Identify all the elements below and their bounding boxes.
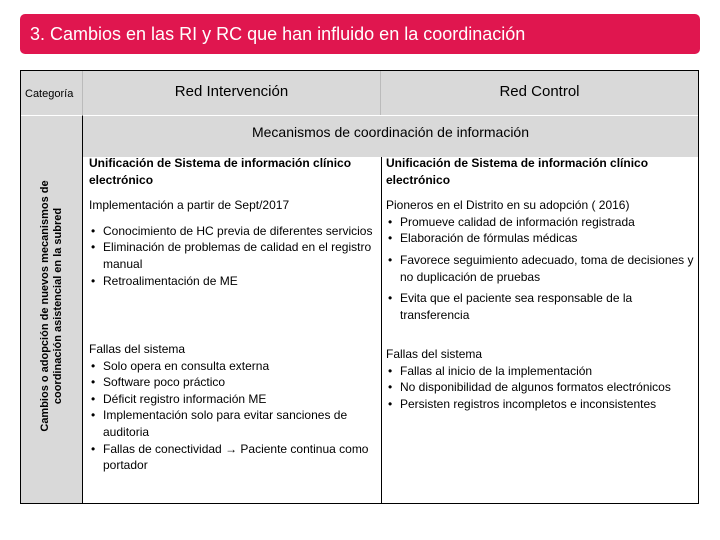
list-item: • Fallas de conectividad → Paciente continua como portador: [89, 441, 373, 474]
rc-date: Pioneros en el Distrito en su adopción ( 2016): [386, 198, 630, 213]
header-red-control: [381, 71, 698, 115]
category-label-line1: Cambios o adopción de nuevos mecanismos de: [39, 180, 51, 432]
header-red-intervencion: [83, 71, 381, 115]
list-item: • Favorece seguimiento adecuado, toma de decisiones y no duplicación de pruebas: [386, 252, 696, 285]
header-rc-label: Red Control: [499, 83, 580, 100]
list-item: • No disponibilidad de algunos formatos electrónicos: [386, 379, 696, 396]
list-item: • Implementación solo para evitar sanciones de auditoria: [89, 407, 373, 440]
list-item: • Evita que el paciente sea responsable de la transferencia: [386, 290, 696, 323]
column-divider: [381, 157, 382, 503]
list-item: • Promueve calidad de información registrada: [386, 214, 696, 231]
category-label-line2: coordinación asistencial en la subred: [52, 207, 64, 405]
category-side-cell: [21, 115, 83, 503]
ri-heading: Unificación de Sistema de información clínico electrónico: [89, 156, 352, 187]
rc-benefits-list-2: [386, 252, 696, 285]
subheader-label: Mecanismos de coordinación de información: [251, 124, 530, 140]
list-item: • Software poco práctico: [89, 374, 373, 391]
rc-fails-list: [386, 363, 696, 413]
rc-fails-title: Fallas del sistema: [386, 347, 483, 361]
list-item: • Elaboración de fórmulas médicas: [386, 230, 696, 247]
list-item: • Conocimiento de HC previa de diferentes servicios: [89, 223, 373, 240]
header-categoria-label: Categoría: [25, 88, 74, 100]
header-ri-label: Red Intervención: [174, 83, 289, 100]
ri-fails-list: [89, 358, 373, 474]
ri-benefits-list: [89, 223, 373, 289]
list-item: • Déficit registro información ME: [89, 391, 373, 408]
header-categoria: [21, 71, 83, 115]
list-item: • Solo opera en consulta externa: [89, 358, 373, 375]
rc-heading: Unificación de Sistema de información clínico electrónico: [386, 156, 649, 187]
list-item: • Eliminación de problemas de calidad en el registro manual: [89, 239, 373, 272]
title-bar: [20, 14, 700, 54]
subheader-mecanismos: [83, 115, 698, 157]
rc-content: [386, 155, 696, 323]
list-item: • Retroalimentación de ME: [89, 273, 373, 290]
list-item: • Fallas al inicio de la implementación: [386, 363, 696, 380]
list-item: • Persisten registros incompletos e inconsistentes: [386, 396, 696, 413]
rc-fails: [386, 346, 696, 412]
ri-fails-title: Fallas del sistema: [89, 342, 186, 356]
rc-benefits-list-3: [386, 290, 696, 323]
category-vertical-label: [39, 146, 65, 466]
ri-fails: [89, 341, 373, 474]
rc-benefits-list-1: [386, 214, 696, 247]
slide-title: 3. Cambios en las RI y RC que han influido en la coordinación: [30, 24, 526, 44]
comparison-table: [20, 70, 699, 504]
ri-date: Implementación a partir de Sept/2017: [89, 198, 290, 213]
ri-content: [89, 155, 373, 289]
